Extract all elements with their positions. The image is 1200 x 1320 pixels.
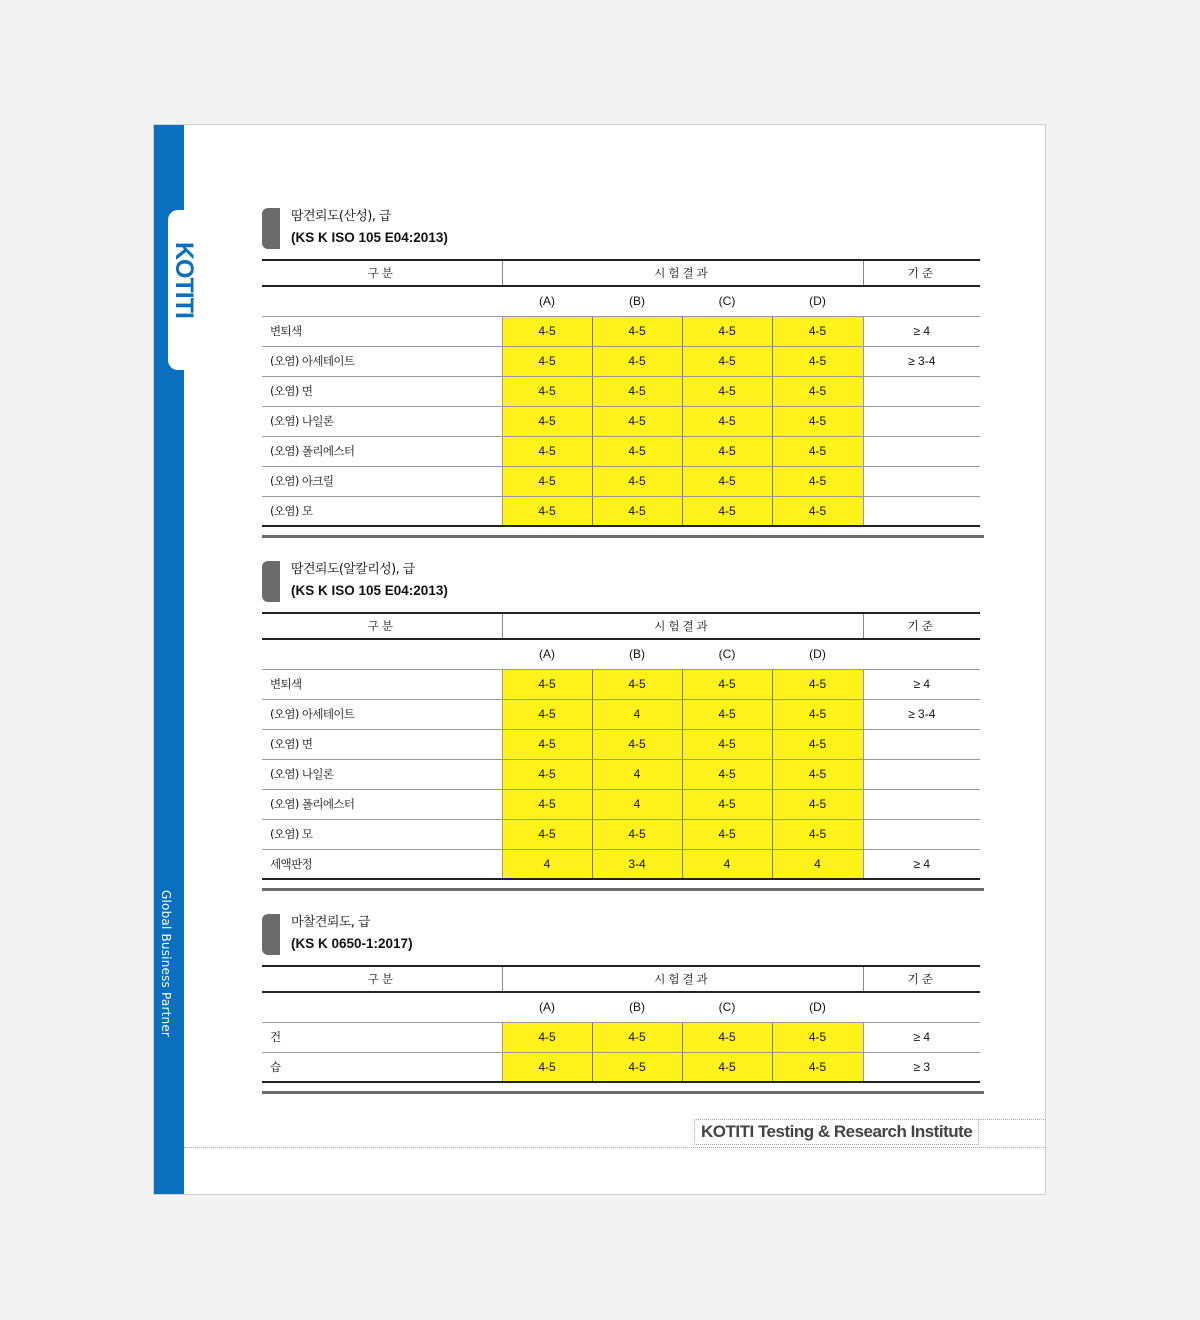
logo-tab (168, 210, 200, 370)
result-value: 4-5 (592, 1052, 682, 1082)
section-title: 땀견뢰도(알칼리성), 급 (291, 562, 415, 577)
empty-cell (863, 639, 980, 669)
result-value: 4-5 (772, 316, 863, 346)
criteria-value (863, 759, 980, 789)
result-value: 4-5 (592, 819, 682, 849)
header-category: 구분 (262, 260, 502, 286)
result-value: 4-5 (502, 316, 592, 346)
row-label: 세액판정 (262, 849, 502, 879)
criteria-value: ≥ 3-4 (863, 699, 980, 729)
criteria-value (863, 496, 980, 526)
table-row (262, 316, 980, 346)
row-label: (오염) 면 (262, 729, 502, 759)
row-label: (오염) 아세테이트 (262, 699, 502, 729)
row-label: 습 (262, 1052, 502, 1082)
result-value: 4 (592, 699, 682, 729)
result-value: 4-5 (772, 1022, 863, 1052)
result-value: 4-5 (592, 436, 682, 466)
table-row (262, 1052, 980, 1082)
column-label: (A) (502, 639, 592, 669)
section-title: 마찰견뢰도, 급 (291, 915, 370, 930)
result-value: 4-5 (682, 1022, 772, 1052)
result-value: 4-5 (502, 406, 592, 436)
column-label: (C) (682, 639, 772, 669)
table-row (262, 849, 980, 879)
result-value: 4-5 (682, 729, 772, 759)
header-results: 시험결과 (502, 613, 863, 639)
table-row (262, 346, 980, 376)
section-header (262, 207, 984, 259)
result-value: 4-5 (502, 819, 592, 849)
result-value: 4-5 (772, 669, 863, 699)
criteria-value: ≥ 4 (863, 849, 980, 879)
result-value: 4-5 (502, 669, 592, 699)
table-header-row (262, 966, 980, 992)
table-row (262, 436, 980, 466)
empty-cell (863, 992, 980, 1022)
row-label: (오염) 폴리에스터 (262, 436, 502, 466)
empty-cell (262, 286, 502, 316)
result-value: 4-5 (682, 406, 772, 436)
section-standard: (KS K 0650-1:2017) (291, 936, 413, 951)
result-value: 4-5 (502, 496, 592, 526)
result-value: 4-5 (592, 496, 682, 526)
result-value: 4 (592, 789, 682, 819)
result-value: 4-5 (772, 789, 863, 819)
result-value: 4-5 (682, 759, 772, 789)
result-value: 4 (592, 759, 682, 789)
criteria-value: ≥ 4 (863, 669, 980, 699)
table-row (262, 669, 980, 699)
result-value: 4-5 (682, 466, 772, 496)
results-table (262, 612, 980, 880)
criteria-value: ≥ 4 (863, 316, 980, 346)
result-value: 4-5 (502, 699, 592, 729)
row-label: 건 (262, 1022, 502, 1052)
result-value: 4-5 (772, 436, 863, 466)
table-row (262, 759, 980, 789)
column-labels-row (262, 639, 980, 669)
result-value: 4-5 (502, 759, 592, 789)
result-value: 4-5 (592, 346, 682, 376)
result-value: 4 (772, 849, 863, 879)
table-row (262, 699, 980, 729)
criteria-value (863, 789, 980, 819)
result-value: 4-5 (772, 819, 863, 849)
row-label: (오염) 나일론 (262, 406, 502, 436)
row-label: (오염) 모 (262, 496, 502, 526)
result-value: 4-5 (682, 1052, 772, 1082)
footer-divider (184, 1147, 1046, 1148)
result-value: 4-5 (592, 1022, 682, 1052)
column-label: (B) (592, 639, 682, 669)
result-value: 4-5 (502, 1052, 592, 1082)
result-value: 4-5 (592, 466, 682, 496)
table-header-row (262, 260, 980, 286)
result-value: 4-5 (682, 496, 772, 526)
row-label: (오염) 아세테이트 (262, 346, 502, 376)
result-value: 4-5 (682, 376, 772, 406)
footer-institute: KOTITI Testing & Research Institute (694, 1119, 979, 1145)
table-row (262, 496, 980, 526)
result-value: 4-5 (682, 316, 772, 346)
table-row (262, 789, 980, 819)
section-header (262, 913, 984, 965)
result-value: 4-5 (772, 729, 863, 759)
result-value: 4-5 (592, 376, 682, 406)
table-row (262, 466, 980, 496)
result-value: 4-5 (772, 406, 863, 436)
result-value: 4-5 (502, 346, 592, 376)
result-value: 4-5 (682, 789, 772, 819)
section-end-rule (262, 535, 984, 538)
criteria-value (863, 466, 980, 496)
criteria-value: ≥ 3 (863, 1052, 980, 1082)
results-table (262, 259, 980, 527)
criteria-value (863, 436, 980, 466)
result-value: 4-5 (772, 759, 863, 789)
row-label: (오염) 모 (262, 819, 502, 849)
result-value: 4-5 (772, 346, 863, 376)
row-label: (오염) 아크릴 (262, 466, 502, 496)
column-label: (D) (772, 286, 863, 316)
column-labels-row (262, 286, 980, 316)
criteria-value: ≥ 3-4 (863, 346, 980, 376)
result-value: 4-5 (502, 376, 592, 406)
result-value: 4-5 (592, 406, 682, 436)
header-results: 시험결과 (502, 966, 863, 992)
result-value: 4-5 (772, 496, 863, 526)
result-value: 4-5 (682, 699, 772, 729)
header-criteria: 기준 (863, 966, 980, 992)
column-label: (C) (682, 286, 772, 316)
header-criteria: 기준 (863, 260, 980, 286)
result-value: 4-5 (502, 466, 592, 496)
section-standard: (KS K ISO 105 E04:2013) (291, 230, 448, 245)
table-row (262, 406, 980, 436)
section-marker (262, 561, 280, 602)
column-label: (D) (772, 992, 863, 1022)
criteria-value (863, 376, 980, 406)
test-section (262, 207, 984, 538)
result-value: 4-5 (682, 819, 772, 849)
row-label: (오염) 폴리에스터 (262, 789, 502, 819)
table-row (262, 376, 980, 406)
header-category: 구분 (262, 966, 502, 992)
section-end-rule (262, 888, 984, 891)
result-value: 4-5 (592, 669, 682, 699)
results-table (262, 965, 980, 1083)
kotiti-logo: KOTITI (170, 242, 198, 318)
sidebar (154, 125, 198, 1194)
result-value: 4 (682, 849, 772, 879)
result-value: 4-5 (772, 376, 863, 406)
header-category: 구분 (262, 613, 502, 639)
result-value: 4-5 (592, 316, 682, 346)
header-criteria: 기준 (863, 613, 980, 639)
row-label: 변퇴색 (262, 669, 502, 699)
sidebar-tagline: Global Business Partner (159, 890, 173, 1038)
section-title: 땀견뢰도(산성), 급 (291, 209, 391, 224)
table-header-row (262, 613, 980, 639)
section-header (262, 560, 984, 612)
result-value: 4-5 (772, 466, 863, 496)
section-marker (262, 914, 280, 955)
column-label: (A) (502, 992, 592, 1022)
section-marker (262, 208, 280, 249)
result-value: 4-5 (502, 729, 592, 759)
header-results: 시험결과 (502, 260, 863, 286)
test-section (262, 560, 984, 891)
result-value: 4-5 (502, 789, 592, 819)
result-value: 4 (502, 849, 592, 879)
criteria-value: ≥ 4 (863, 1022, 980, 1052)
result-value: 4-5 (592, 729, 682, 759)
table-row (262, 819, 980, 849)
column-label: (C) (682, 992, 772, 1022)
row-label: (오염) 나일론 (262, 759, 502, 789)
row-label: (오염) 면 (262, 376, 502, 406)
result-value: 4-5 (772, 1052, 863, 1082)
criteria-value (863, 729, 980, 759)
row-label: 변퇴색 (262, 316, 502, 346)
result-value: 4-5 (772, 699, 863, 729)
result-value: 4-5 (502, 1022, 592, 1052)
result-value: 4-5 (682, 346, 772, 376)
column-label: (B) (592, 992, 682, 1022)
empty-cell (262, 992, 502, 1022)
empty-cell (262, 639, 502, 669)
result-value: 4-5 (682, 669, 772, 699)
column-label: (A) (502, 286, 592, 316)
column-label: (B) (592, 286, 682, 316)
table-row (262, 1022, 980, 1052)
table-row (262, 729, 980, 759)
report-page (153, 124, 1046, 1195)
section-standard: (KS K ISO 105 E04:2013) (291, 583, 448, 598)
result-value: 4-5 (502, 436, 592, 466)
column-labels-row (262, 992, 980, 1022)
column-label: (D) (772, 639, 863, 669)
result-value: 4-5 (682, 436, 772, 466)
empty-cell (863, 286, 980, 316)
test-section (262, 913, 984, 1094)
criteria-value (863, 819, 980, 849)
section-end-rule (262, 1091, 984, 1094)
result-value: 3-4 (592, 849, 682, 879)
criteria-value (863, 406, 980, 436)
